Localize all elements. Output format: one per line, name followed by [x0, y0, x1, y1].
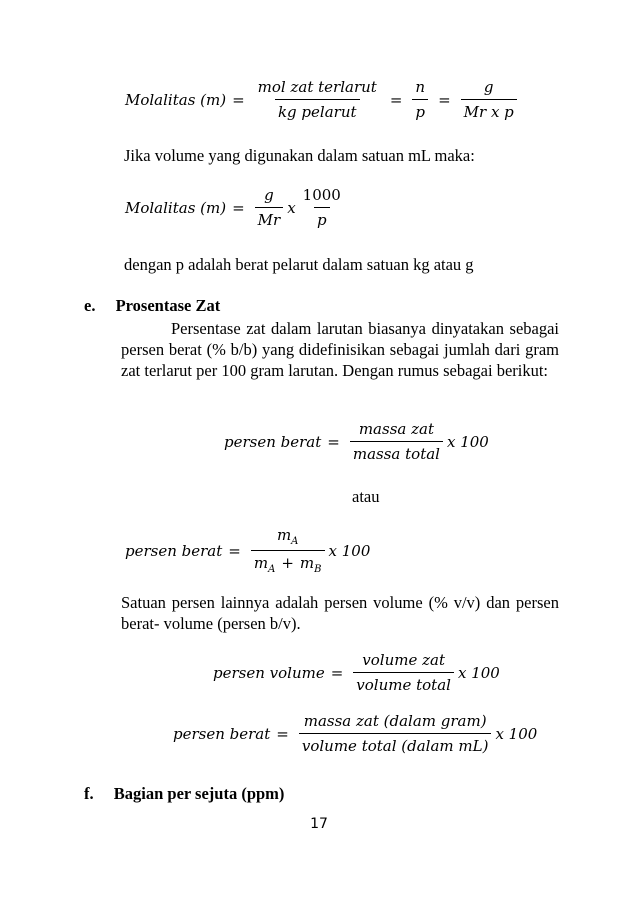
connector-atau: atau [352, 487, 380, 506]
fraction-denominator: p [314, 207, 330, 229]
page-number: 17 [310, 816, 328, 832]
subscript-a: A [268, 564, 276, 575]
fraction-numerator: n [415, 78, 426, 96]
symbol-m: m [299, 554, 315, 572]
equation-lhs: persen berat [224, 432, 322, 451]
times-sign: x [287, 198, 296, 217]
equation-lhs: persen berat [173, 724, 271, 743]
equation-lhs: persen volume [213, 663, 325, 682]
equation-tail: x 100 [495, 724, 538, 743]
fraction-1000-per-p [300, 186, 344, 229]
paragraph-dengan-p: dengan p adalah berat pelarut dalam satuan kg atau g [124, 255, 474, 274]
section-heading-e [84, 296, 220, 316]
fraction-denominator: volume total [353, 672, 454, 694]
equation-lhs: Molalitas (m) [125, 90, 227, 109]
fraction-n-per-p [412, 78, 428, 121]
section-title: Prosentase Zat [115, 296, 221, 315]
equation-molalitas-2 [125, 186, 348, 229]
section-letter: f. [84, 784, 94, 803]
subscript-b: B [314, 564, 322, 575]
fraction-mol-per-kg [255, 78, 380, 121]
plus-sign: + [281, 554, 294, 572]
fraction-massa [350, 420, 443, 463]
paragraph-persentase: Persentase zat dalam larutan biasanya dinyatakan sebagai persen berat (% b/b) yang didefinisikan sebagai jumlah dari gram zat terlarut per 100 gram larutan. Dengan rumus sebagai berikut: [121, 319, 559, 380]
fraction-denominator: kg pelarut [275, 99, 360, 121]
equation-tail: x 100 [457, 663, 500, 682]
fraction-denominator [251, 550, 325, 575]
equals-sign: = [330, 663, 344, 682]
equation-lhs: persen berat [125, 541, 223, 560]
fraction-denominator: massa total [350, 441, 443, 463]
fraction-numerator: massa zat (dalam gram) [303, 712, 487, 730]
paragraph-ml: Jika volume yang digunakan dalam satuan mL maka: [124, 146, 475, 165]
equals-sign: = [438, 90, 451, 109]
equals-sign: = [228, 541, 241, 560]
fraction-denominator: p [412, 99, 428, 121]
fraction-denominator: Mr [255, 207, 284, 229]
equals-sign: = [327, 432, 340, 451]
equation-persen-berat-1 [224, 420, 489, 463]
fraction-volume [353, 651, 454, 694]
equation-persen-volume [213, 651, 500, 694]
equation-persen-berat-3 [173, 712, 537, 755]
section-title: Bagian per sejuta (ppm) [113, 784, 285, 803]
equals-sign: = [389, 90, 403, 109]
equals-sign: = [276, 724, 289, 743]
paragraph-satuan: Satuan persen lainnya adalah persen volume (% v/v) dan persen berat- volume (persen b/v). [121, 593, 559, 633]
fraction-numerator [274, 526, 301, 550]
fraction-numerator: massa zat [358, 420, 434, 438]
equation-persen-berat-2 [125, 526, 370, 575]
equals-sign: = [232, 90, 245, 109]
fraction-numerator: g [483, 78, 494, 96]
fraction-numerator: mol zat terlarut [257, 78, 377, 96]
fraction-numerator: g [264, 186, 274, 204]
fraction-ma-over-sum [251, 526, 325, 575]
fraction-massa-volume [299, 712, 492, 755]
fraction-g-per-mrp [461, 78, 517, 121]
section-heading-f [84, 784, 284, 804]
equation-molalitas-1 [125, 78, 521, 121]
equation-lhs: Molalitas (m) [125, 198, 227, 217]
subscript-a: A [291, 536, 299, 547]
symbol-m: m [253, 554, 269, 572]
equation-tail: x 100 [328, 541, 371, 560]
fraction-numerator: volume zat [362, 651, 445, 669]
equation-tail: x 100 [446, 432, 489, 451]
fraction-g-per-mr [255, 186, 284, 229]
fraction-denominator: Mr x p [461, 99, 517, 121]
fraction-numerator: 1000 [302, 186, 341, 204]
symbol-m: m [276, 526, 292, 544]
equals-sign: = [232, 198, 245, 217]
section-letter: e. [84, 296, 96, 315]
fraction-denominator: volume total (dalam mL) [299, 733, 492, 755]
